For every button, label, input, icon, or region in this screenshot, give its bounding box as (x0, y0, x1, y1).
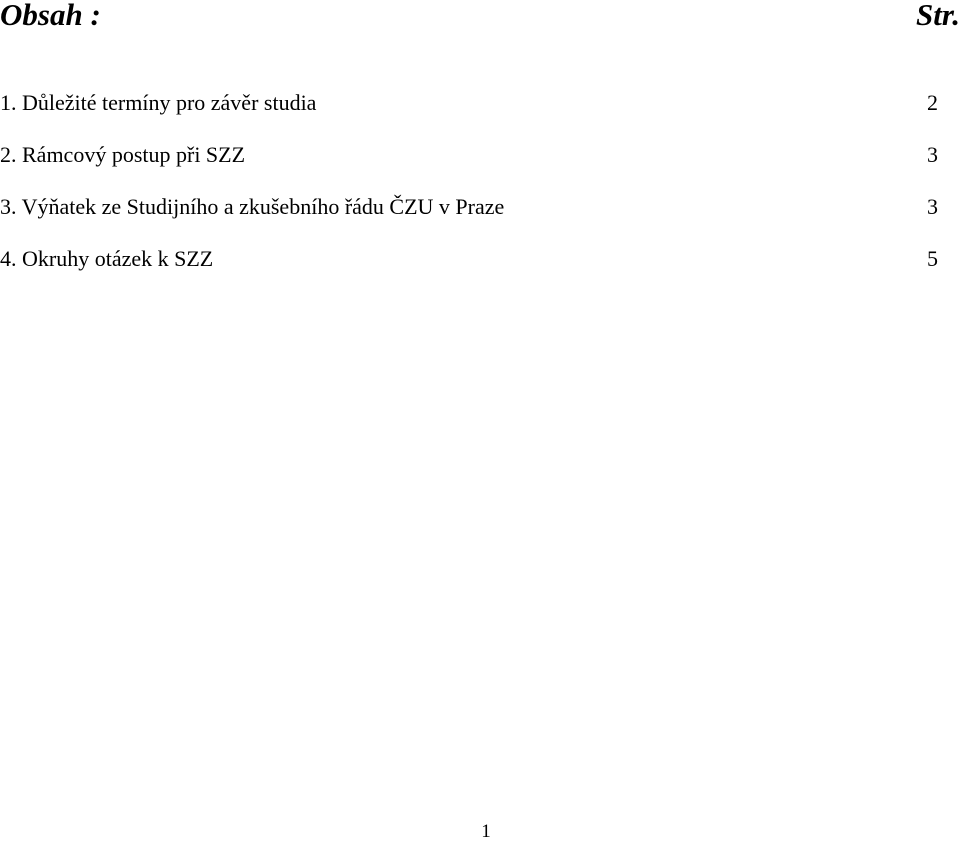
toc-entry (0, 88, 960, 140)
toc-header (0, 0, 960, 40)
toc-title: Obsah : (0, 0, 101, 32)
toc-list (0, 88, 960, 296)
toc-entry-label[interactable]: 1. Důležité termíny pro závěr studia (0, 90, 317, 115)
toc-entry-label[interactable]: 4. Okruhy otázek k SZZ (0, 246, 214, 271)
toc-entry (0, 244, 960, 296)
toc-page-column-label: Str. (916, 0, 960, 32)
toc-entry-page-number: 3 (927, 194, 938, 219)
page-number-footer: 1 (481, 821, 491, 842)
toc-entry-page-number: 3 (927, 142, 938, 167)
toc-entry (0, 140, 960, 192)
toc-entry-page-number: 2 (927, 90, 938, 115)
toc-entry (0, 192, 960, 244)
toc-entry-label[interactable]: 3. Výňatek ze Studijního a zkušebního řádu ČZU v Praze (0, 194, 505, 219)
toc-entry-page-number: 5 (927, 246, 938, 271)
toc-entry-label[interactable]: 2. Rámcový postup při SZZ (0, 142, 246, 167)
